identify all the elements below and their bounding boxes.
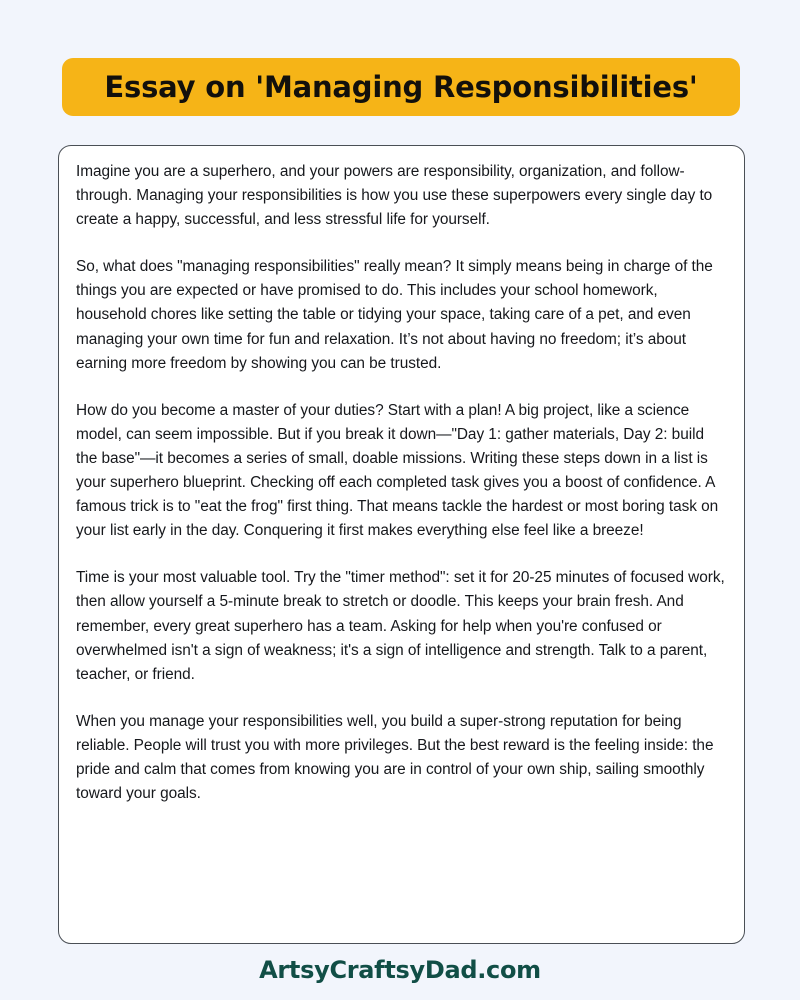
footer-brand: ArtsyCraftsyDad.com [259,956,541,984]
page-title: Essay on 'Managing Responsibilities' [104,69,698,104]
essay-paragraph: Time is your most valuable tool. Try the "timer method": set it for 20-25 minutes of focused work, then allow yourself a 5-minute break to stretch or doodle. This keeps your brain fresh. And remember, every great superhero has a team. Asking for help when you're confused or overwhelmed isn't a sign of weakness; it's a sign of intelligence and strength. Talk to a parent, teacher, or friend. [76,569,725,683]
essay-paragraph: When you manage your responsibilities well, you build a super-strong reputation for being reliable. People will trust you with more privileges. But the best reward is the feeling inside: the pride and calm that comes from knowing you are in control of your own ship, sailing smoothly toward your goals. [76,712,714,803]
title-banner [62,58,740,116]
essay-paragraph: Imagine you are a superhero, and your powers are responsibility, organization, and follow-through. Managing your responsibilities is how you use these superpowers every single day to create a happy, successful, and less stressful life for yourself. [76,163,713,229]
essay-paragraph: So, what does "managing responsibilities" really mean? It simply means being in charge of the things you are expected or have promised to do. This includes your school homework, household chores like setting the table or tidying your space, taking care of a pet, and even managing your own time for fun and relaxation. It’s not about having no freedom; it’s about earning more freedom by showing you can be trusted. [76,258,713,372]
essay-body [76,160,726,806]
essay-content-card [58,145,745,944]
essay-paragraph: How do you become a master of your duties? Start with a plan! A big project, like a science model, can seem impossible. But if you break it down—"Day 1: gather materials, Day 2: build the base"—it becomes a series of small, doable missions. Writing these steps down in a list is your superhero blueprint. Checking off each completed task gives you a boost of confidence. A famous trick is to "eat the frog" first thing. That means tackle the hardest or most boring task on your list early in the day. Conquering it first makes everything else feel like a breeze! [76,401,719,540]
